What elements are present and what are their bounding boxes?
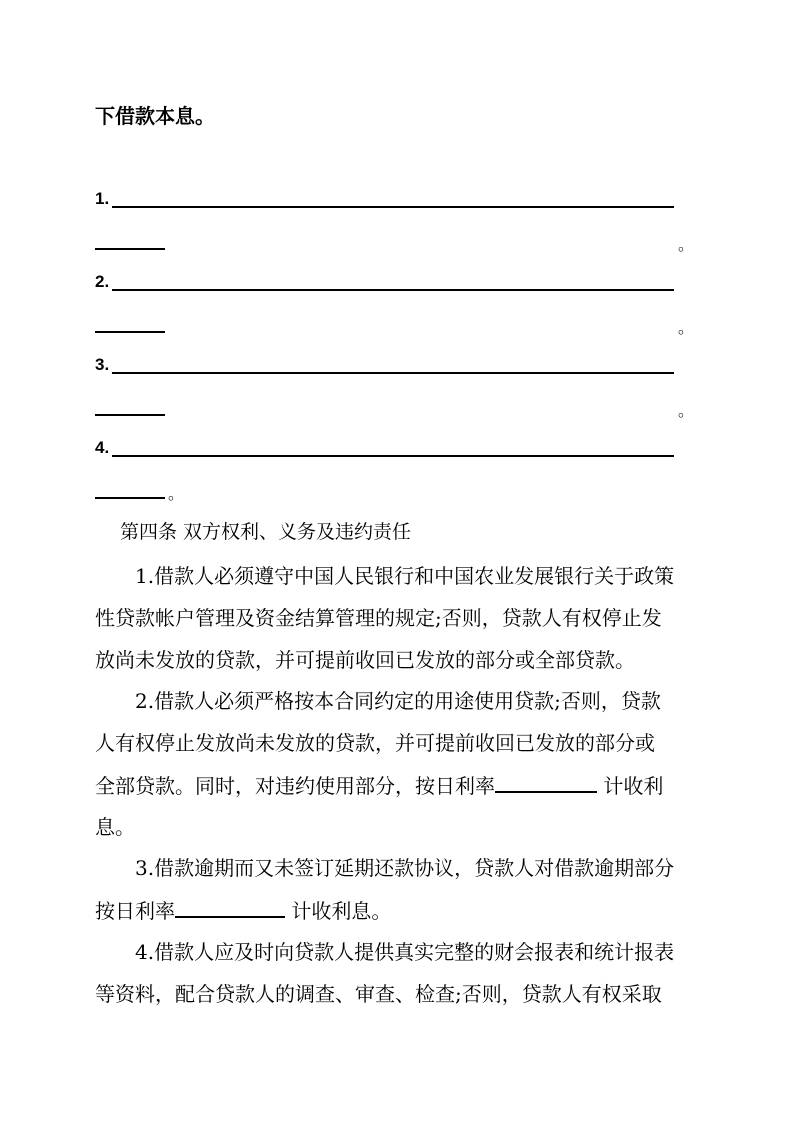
item-number: 1. <box>95 189 110 208</box>
fill-in-line <box>95 331 165 333</box>
clause-3-line-1: 3.借款逾期而又未签订延期还款协议，贷款人对借款逾期部分 <box>135 856 675 880</box>
clause-2-line-3-text: 全部贷款。同时，对违约使用部分，按日利率 <box>95 774 495 798</box>
item-period: 。 <box>168 484 185 503</box>
fill-in-line <box>95 414 165 416</box>
item-period: 。 <box>678 235 695 254</box>
fill-in-line <box>112 289 674 291</box>
intro-text: 下借款本息。 <box>95 104 215 128</box>
fill-in-line <box>112 206 674 208</box>
rate-blank <box>175 898 285 918</box>
clause-2-line-3 <box>95 773 663 798</box>
clause-4-line-2: 等资料，配合贷款人的调查、审查、检查;否则，贷款人有权采取 <box>95 982 662 1006</box>
item-number: 4. <box>95 438 110 457</box>
clause-2-line-1: 2.借款人必须严格按本合同约定的用途使用贷款;否则，贷款 <box>135 689 661 713</box>
clause-3-line-2-tail: 计收利息。 <box>285 899 392 923</box>
item-period: 。 <box>678 401 695 420</box>
fill-in-line <box>95 497 165 499</box>
clause-1-line-2: 性贷款帐户管理及资金结算管理的规定;否则，贷款人有权停止发 <box>95 606 662 630</box>
section-title: 第四条 双方权利、义务及违约责任 <box>120 521 412 543</box>
fill-in-line <box>112 455 674 457</box>
clause-3-line-2-text: 按日利率 <box>95 899 175 923</box>
item-period: 。 <box>678 318 695 337</box>
clause-2-line-4: 息。 <box>95 815 135 839</box>
fill-in-line <box>112 372 674 374</box>
item-number: 3. <box>95 355 110 374</box>
clause-2-line-3-tail: 计收利 <box>597 774 664 798</box>
item-number: 2. <box>95 272 110 291</box>
clause-2-line-2: 人有权停止发放尚未发放的贷款，并可提前收回已发放的部分或 <box>95 731 655 755</box>
clause-3-line-2 <box>95 898 391 923</box>
fill-in-line <box>95 248 165 250</box>
clause-4-line-1: 4.借款人应及时向贷款人提供真实完整的财会报表和统计报表 <box>135 940 675 964</box>
clause-1-line-3: 放尚未发放的贷款，并可提前收回已发放的部分或全部贷款。 <box>95 648 635 672</box>
clause-1-line-1: 1.借款人必须遵守中国人民银行和中国农业发展银行关于政策 <box>135 564 675 588</box>
rate-blank <box>495 773 597 793</box>
